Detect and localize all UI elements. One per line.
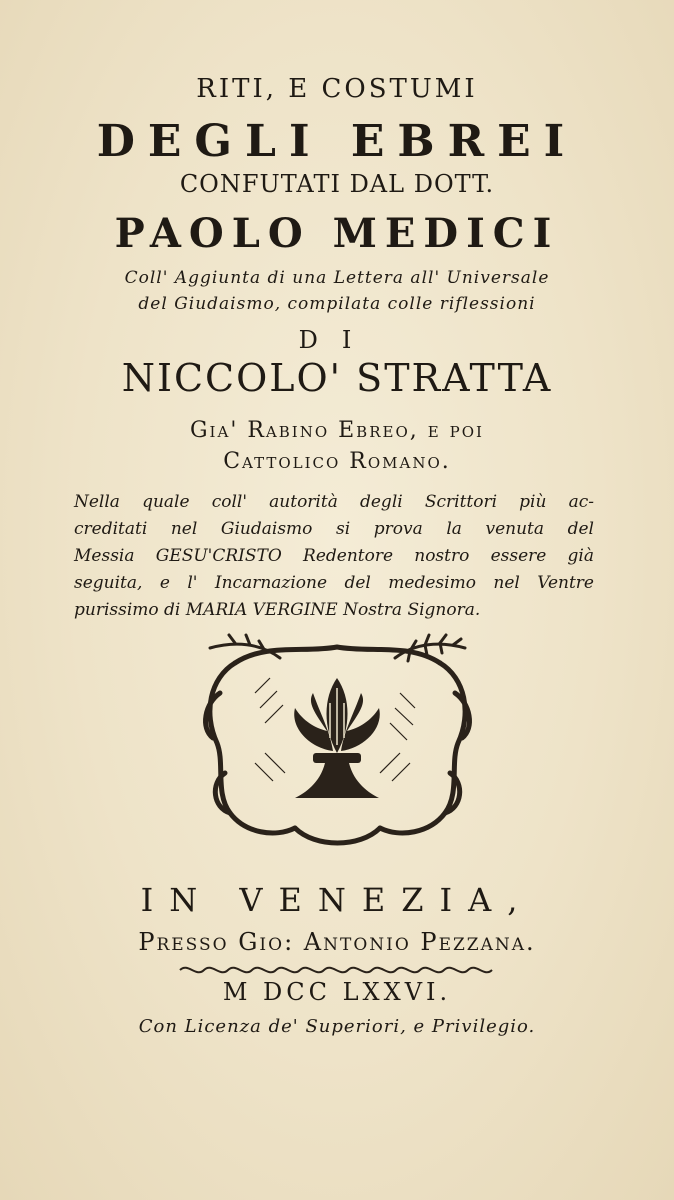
author-description-line-1: Gia' Rabino Ebreo, e poi	[189, 418, 484, 443]
imprint-printer: Presso Gio: Antonio Pezzana.	[138, 928, 536, 956]
description-line: creditati nel Giudaismo si prova la venuta del	[74, 519, 594, 539]
description-line: seguita, e l' Incarnazione del medesimo nel Ventre	[74, 573, 594, 593]
imprint-place: IN VENEZIA,	[140, 881, 534, 919]
fleur-de-lis-vignette-icon	[195, 633, 480, 851]
author-name: PAOLO MEDICI	[114, 210, 560, 257]
title-line-confutati: CONFUTATI DAL DOTT.	[179, 170, 495, 198]
imprint-license: Con Licenza de' Superiori, e Privilegio.	[138, 1016, 536, 1037]
description-line: purissimo di MARIA VERGINE Nostra Signora.	[74, 600, 481, 620]
subtitle-line-1: Coll' Aggiunta di una Lettera all' Universale	[124, 268, 550, 288]
title-line-riti: RITI, E COSTUMI	[196, 74, 478, 104]
subtitle-line-2: del Giudaismo, compilata colle riflessioni	[138, 294, 536, 314]
ornamental-rule-icon	[178, 962, 498, 978]
description-line: Nella quale coll' autorità degli Scrittori più ac-	[74, 492, 594, 512]
imprint-year: M DCC LXXVI.	[222, 978, 452, 1006]
description-line: Messia GESU'CRISTO Redentore nostro essere già	[74, 546, 594, 566]
second-author-name: NICCOLO' STRATTA	[121, 356, 553, 400]
author-description-line-2: Cattolico Romano.	[223, 449, 451, 474]
title-line-degli-ebrei: DEGLI EBREI	[96, 116, 578, 167]
title-line-di: DI	[298, 326, 376, 354]
